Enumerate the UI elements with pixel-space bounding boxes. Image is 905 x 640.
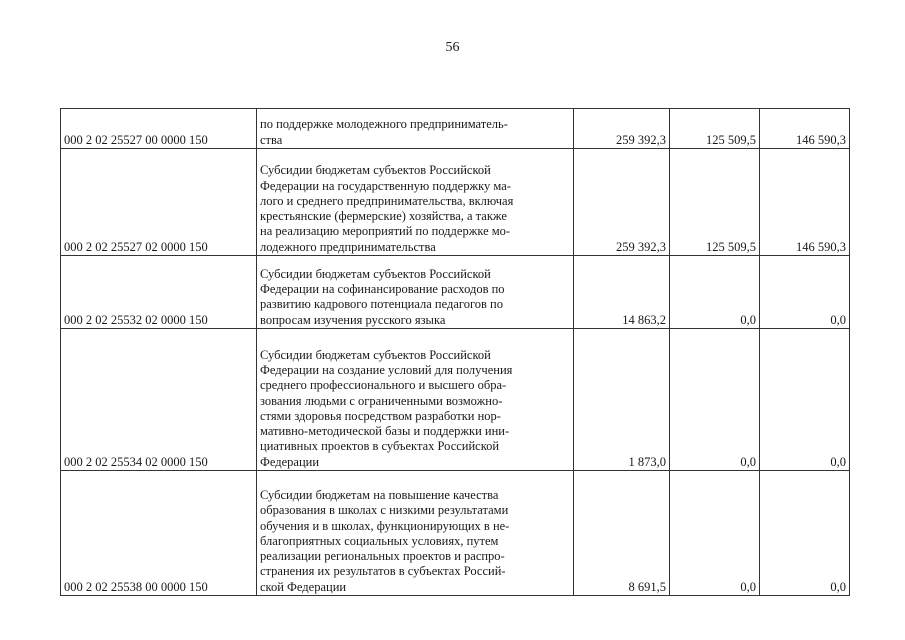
budget-code-cell: 000 2 02 25527 02 0000 150 — [61, 149, 257, 256]
description-cell: по поддержке молодежного предприниматель- ства — [257, 109, 574, 149]
value-cell-year3: 0,0 — [760, 471, 850, 596]
value-cell-year1: 1 873,0 — [574, 329, 670, 471]
value-cell-year3: 146 590,3 — [760, 109, 850, 149]
value-cell-year1: 8 691,5 — [574, 471, 670, 596]
value-cell-year2: 125 509,5 — [670, 149, 760, 256]
budget-table — [60, 108, 850, 596]
table-row — [61, 149, 850, 256]
budget-code-cell: 000 2 02 25532 02 0000 150 — [61, 256, 257, 329]
description-cell: Субсидии бюджетам субъектов Российской Федерации на создание условий для получения среднего профессионального и высшего обра- зования людьми с ограниченными возможно- стями здоровья посредством разработки нор- мативно-методической базы и поддержки ини- циативных проектов в субъектах Российской Федерации — [257, 329, 574, 471]
value-cell-year1: 259 392,3 — [574, 149, 670, 256]
value-cell-year2: 125 509,5 — [670, 109, 760, 149]
value-cell-year2: 0,0 — [670, 329, 760, 471]
value-cell-year1: 259 392,3 — [574, 109, 670, 149]
table-row — [61, 109, 850, 149]
description-cell: Субсидии бюджетам субъектов Российской Федерации на софинансирование расходов по развитию кадрового потенциала педагогов по вопросам изучения русского языка — [257, 256, 574, 329]
value-cell-year2: 0,0 — [670, 256, 760, 329]
budget-code-cell: 000 2 02 25527 00 0000 150 — [61, 109, 257, 149]
description-cell: Субсидии бюджетам субъектов Российской Федерации на государственную поддержку ма- лого и среднего предпринимательства, включая крестьянские (фермерские) хозяйства, а также на реализацию мероприятий по поддержке мо- лодежного предпринимательства — [257, 149, 574, 256]
page-number: 56 — [445, 40, 460, 55]
value-cell-year3: 0,0 — [760, 256, 850, 329]
value-cell-year1: 14 863,2 — [574, 256, 670, 329]
budget-code-cell: 000 2 02 25538 00 0000 150 — [61, 471, 257, 596]
table-row — [61, 471, 850, 596]
value-cell-year3: 0,0 — [760, 329, 850, 471]
description-cell: Субсидии бюджетам на повышение качества образования в школах с низкими результатами обучения и в школах, функционирующих в не- благоприятных социальных условиях, путем реализации региональных проектов и распро- странения их результатов в субъектах Россий- ской Федерации — [257, 471, 574, 596]
budget-code-cell: 000 2 02 25534 02 0000 150 — [61, 329, 257, 471]
value-cell-year2: 0,0 — [670, 471, 760, 596]
table-row — [61, 329, 850, 471]
value-cell-year3: 146 590,3 — [760, 149, 850, 256]
table-row — [61, 256, 850, 329]
